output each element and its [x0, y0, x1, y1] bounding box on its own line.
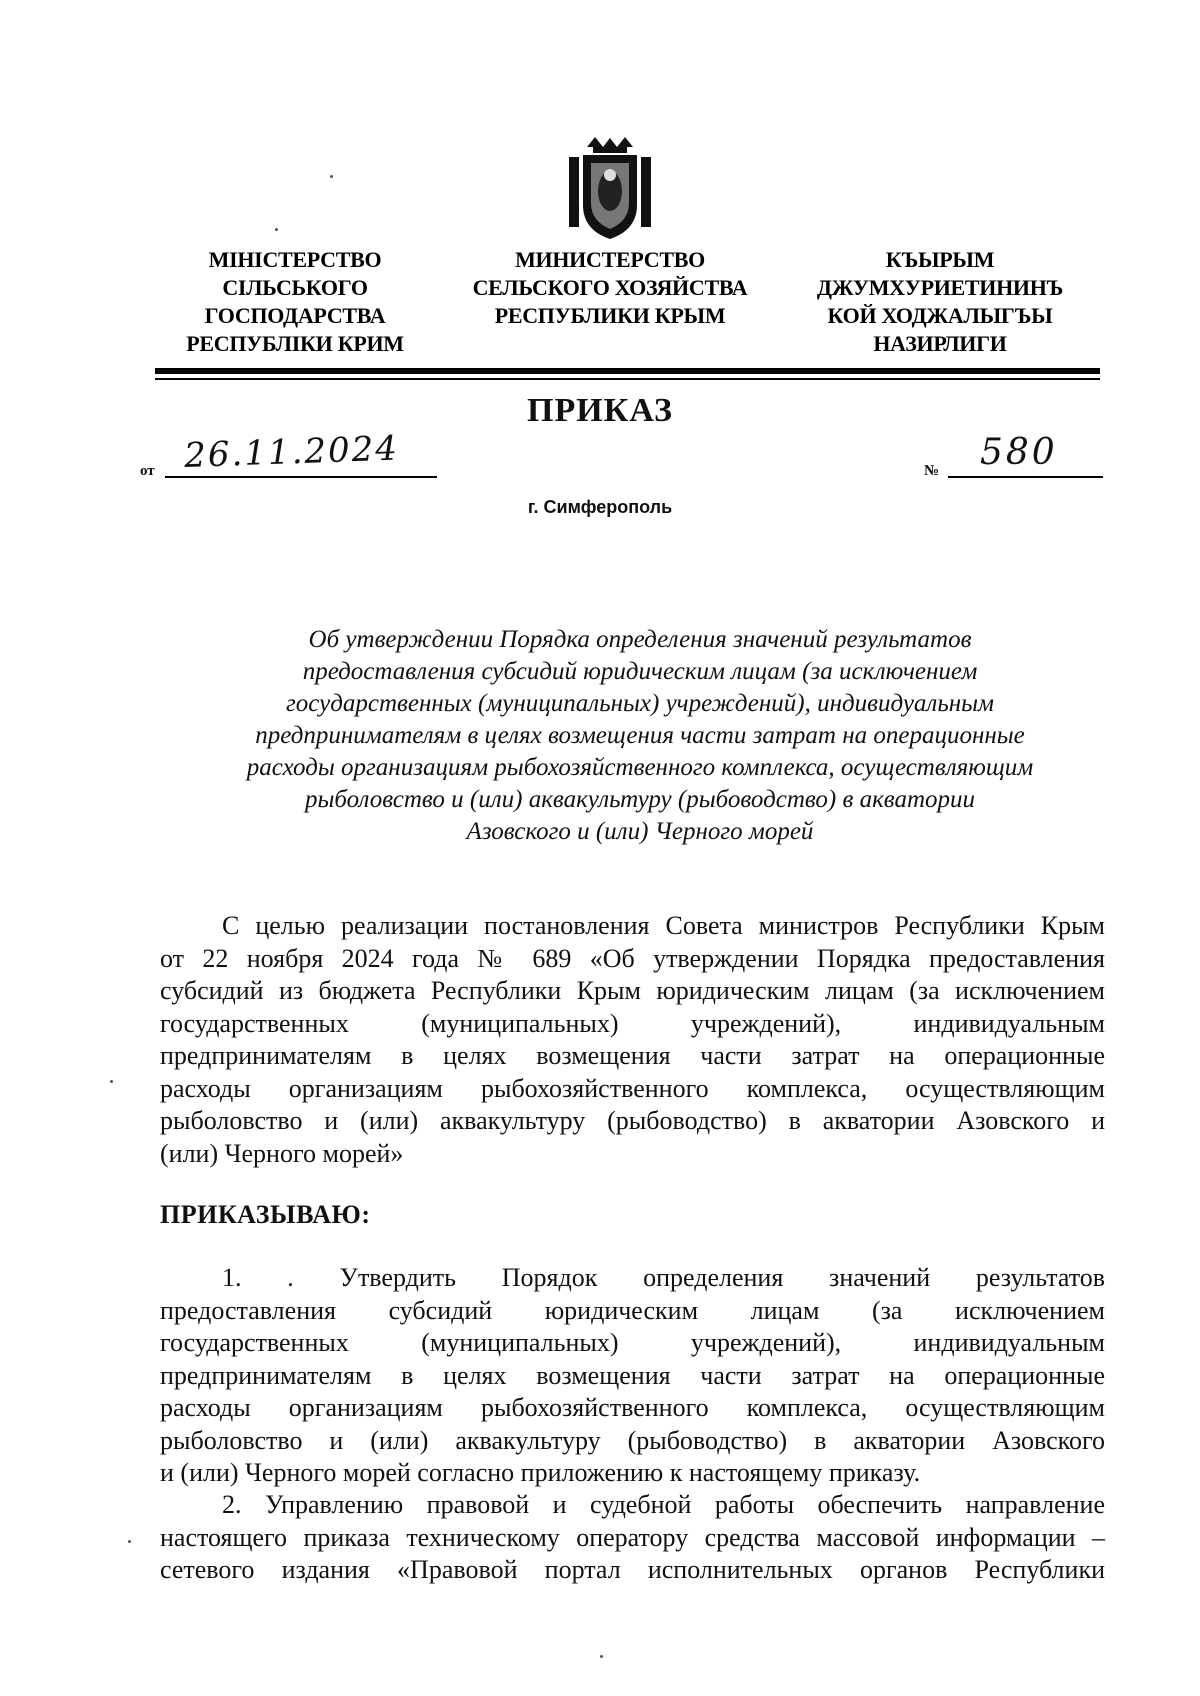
ministry-uk-line: РЕСПУБЛІКИ КРИМ [186, 331, 404, 356]
document-title: ПРИКАЗ [527, 392, 673, 429]
subject-line: рыболовство и (или) аквакультуру (рыбоводство) в акватории [304, 786, 976, 813]
order-item-1 [160, 1262, 1105, 1490]
ministry-name-crimean-tatar [790, 246, 1090, 358]
ministry-crh-line: КЪЫРЫМ [885, 247, 995, 272]
item-line: 1. . Утвердить Порядок определения значений результатов [222, 1263, 1105, 1292]
item-line: предоставления субсидий юридическим лицам (за исключением [160, 1295, 1105, 1325]
order-subject [165, 624, 1115, 848]
preamble-paragraph [160, 910, 1105, 1170]
preamble-line: государственных (муниципальных) учреждений), индивидуальным [160, 1008, 1105, 1038]
number-value-handwritten: 580 [980, 432, 1058, 473]
scan-speck [110, 1080, 113, 1083]
item-line: рыболовство и (или) аквакультуру (рыбоводство) в акватории Азовского [160, 1425, 1105, 1455]
ministry-ru-line: РЕСПУБЛИКИ КРЫМ [494, 303, 726, 328]
subject-line: предпринимателям в целях возмещения части затрат на операционные [255, 722, 1025, 749]
preamble-line: предпринимателям в целях возмещения части затрат на операционные [160, 1041, 1105, 1070]
item-line: расходы организациям рыбохозяйственного комплекса, осуществляющим [160, 1393, 1105, 1422]
scan-speck [275, 228, 278, 231]
ministry-ru-line: МИНИСТЕРСТВО [515, 247, 705, 272]
number-label: № [924, 463, 940, 479]
ministry-crh-line: НАЗИРЛИГИ [873, 331, 1007, 356]
ministry-uk-line: ГОСПОДАРСТВА [204, 303, 386, 328]
preamble-line: расходы организациям рыбохозяйственного комплекса, осуществляющим [160, 1073, 1105, 1103]
preamble-line: от 22 ноября 2024 года № 689 «Об утверждении Порядка предоставления [160, 943, 1105, 973]
ministry-name-russian [455, 246, 765, 330]
order-item-2 [160, 1489, 1105, 1587]
subject-line: расходы организациям рыбохозяйственного комплекса, осуществляющим [246, 754, 1034, 781]
preamble-line: С целью реализации постановления Совета министров Республики Крым [222, 911, 1105, 940]
header-divider-thin [155, 378, 1100, 380]
scan-speck [330, 175, 333, 178]
scan-speck [128, 1540, 131, 1543]
item-line: предпринимателям в целях возмещения части затрат на операционные [160, 1360, 1105, 1390]
subject-line: Азовского и (или) Черного морей [466, 818, 814, 845]
subject-line: предоставления субсидий юридическим лицам (за исключением [302, 658, 978, 685]
item-line: государственных (муниципальных) учреждений), индивидуальным [160, 1328, 1105, 1357]
item-line: 2. Управлению правовой и судебной работы обеспечить направление [222, 1490, 1105, 1519]
item-line: настоящего приказа техническому оператору средства массовой информации – [160, 1522, 1105, 1552]
date-value-handwritten: 26.11.2024 [183, 428, 400, 476]
item-line: и (или) Черного морей согласно приложению к настоящему приказу. [160, 1458, 921, 1487]
item-line: сетевого издания «Правовой портал исполнительных органов Республики [160, 1555, 1105, 1584]
order-heading: ПРИКАЗЫВАЮ: [160, 1200, 371, 1229]
crimea-coat-of-arms-icon [565, 135, 655, 245]
ministry-uk-line: МІНІСТЕРСТВО [208, 247, 382, 272]
date-label: от [140, 463, 155, 479]
ministry-ru-line: СЕЛЬСКОГО ХОЗЯЙСТВА [472, 275, 748, 300]
ministry-name-ukrainian [165, 246, 425, 358]
ministry-crh-line: ДЖУМХУРИЕТИНИНЪ [816, 275, 1064, 300]
preamble-line: (или) Черного морей» [160, 1138, 404, 1168]
header-divider-thick [155, 368, 1100, 374]
preamble-line: рыболовство и (или) аквакультуру (рыбоводство) в акватории Азовского и [160, 1106, 1105, 1135]
subject-line: Об утверждении Порядка определения значений результатов [308, 626, 972, 653]
city-line: г. Симферополь [527, 497, 673, 517]
ministry-crh-line: КОЙ ХОДЖАЛЫГЪЫ [827, 303, 1053, 328]
ministry-uk-line: СІЛЬСЬКОГО [222, 275, 368, 300]
preamble-line: субсидий из бюджета Республики Крым юридическим лицам (за исключением [160, 976, 1105, 1005]
scan-speck [600, 1655, 603, 1658]
subject-line: государственных (муниципальных) учреждений), индивидуальным [286, 690, 994, 717]
